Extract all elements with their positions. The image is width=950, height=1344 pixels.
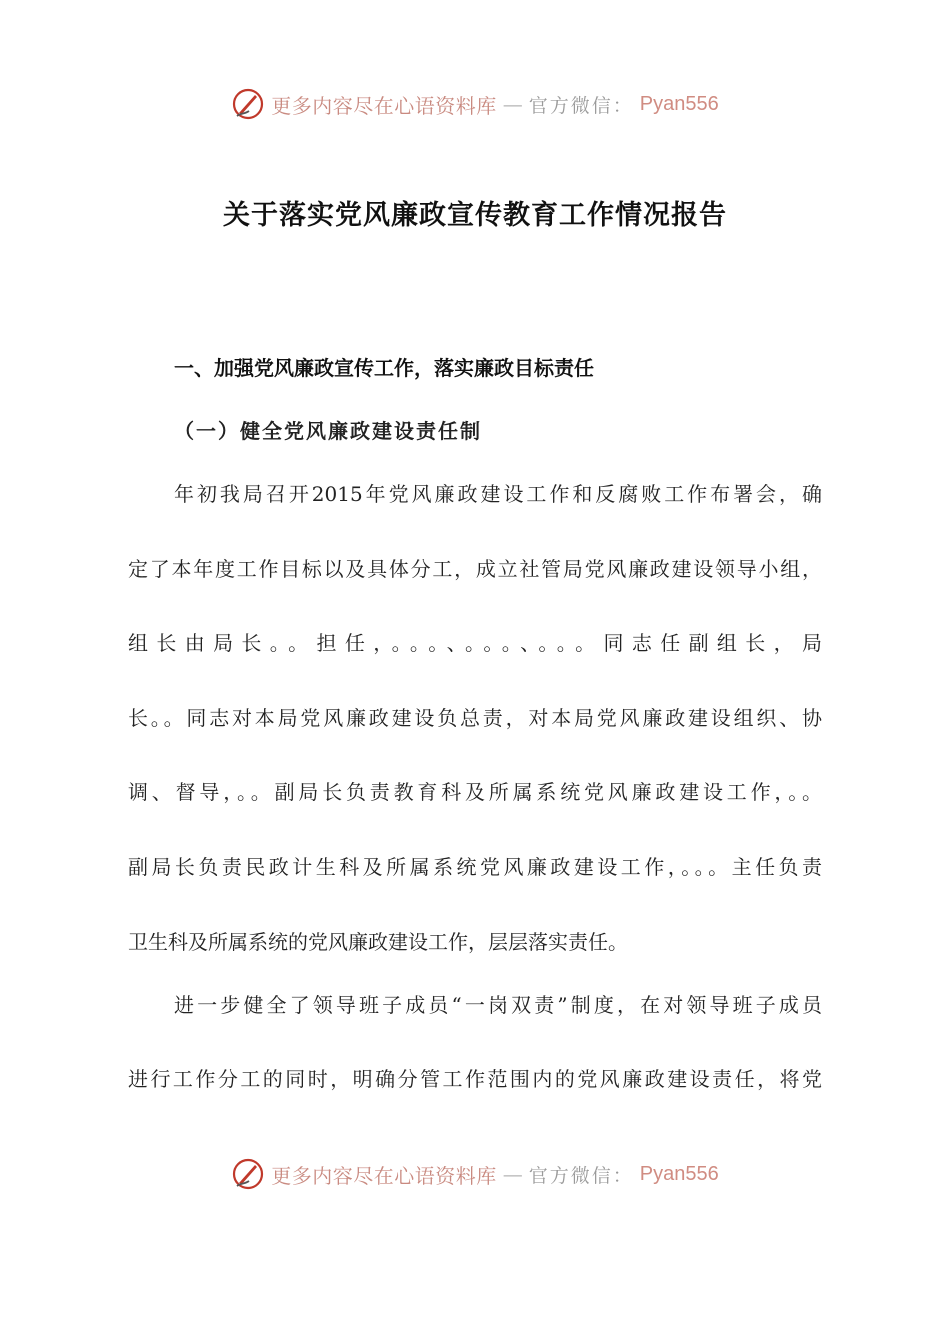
page-title: 关于落实党风廉政宣传教育工作情况报告 [223,200,727,231]
header-banner [0,82,950,126]
body-line: 进行工作分工的同时，明确分管工作范围内的党风廉政建设责任，将党 [128,1067,822,1091]
section-heading: 一、加强党风廉政宣传工作，落实廉政目标责任 [174,356,594,380]
body-line: 调、督导，。。副局长负责教育科及所属系统党风廉政建设工作，。。 [128,780,822,804]
quill-pen-logo-icon [231,87,265,121]
body-line: 组长由局长。。担任，。。。、。。。、。。。同志任副组长，局 [128,631,822,655]
banner-wechat-label: 官方微信： [528,1164,634,1187]
banner-dash: — [502,92,523,116]
banner-slogan: 更多内容尽在心语资料库 [271,1163,497,1188]
body-line: 副局长负责民政计生科及所属系统党风廉政建设工作，。。。主任负责 [128,855,822,879]
footer-banner [0,1152,950,1196]
body-line: 年初我局召开2015年党风廉政建设工作和反腐败工作布署会，确 [174,482,822,506]
body-line: 定了本年度工作目标以及具体分工，成立社管局党风廉政建设领导小组， [128,557,822,581]
banner-wechat-label: 官方微信： [528,94,634,117]
banner-slogan: 更多内容尽在心语资料库 [271,93,497,118]
body-line: 卫生科及所属系统的党风廉政建设工作，层层落实责任。 [128,930,628,954]
banner-content [231,1157,718,1191]
banner-wechat-id: Pyan556 [639,92,719,115]
banner-dash: — [502,1162,523,1186]
banner-wechat-id: Pyan556 [639,1162,719,1185]
banner-content [231,87,718,121]
sub-heading: （一）健全党风廉政建设责任制 [174,419,482,443]
body-line: 进一步健全了领导班子成员“一岗双责”制度，在对领导班子成员 [174,993,822,1017]
quill-pen-logo-icon [231,1157,265,1191]
body-line: 长。。同志对本局党风廉政建设负总责，对本局党风廉政建设组织、协 [128,706,822,730]
